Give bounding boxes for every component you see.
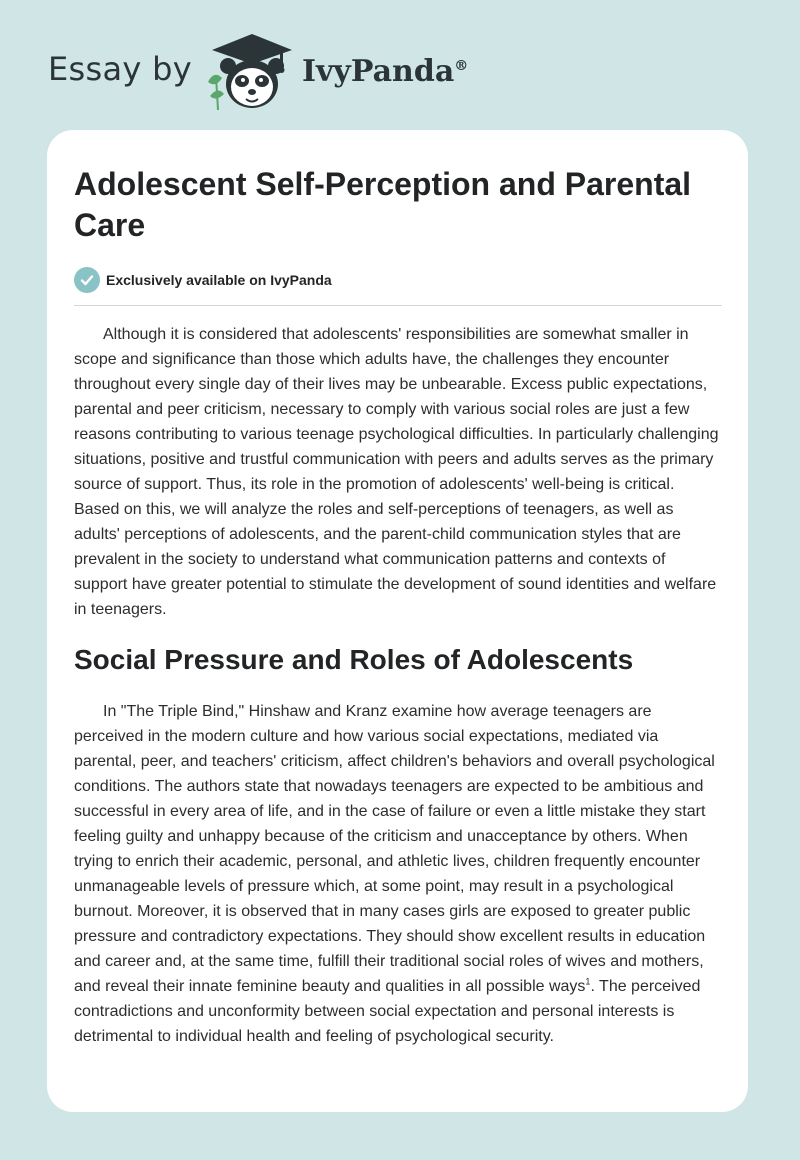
exclusive-label: Exclusively available on IvyPanda <box>106 272 332 288</box>
check-icon <box>74 267 100 293</box>
panda-graduate-logo-icon[interactable] <box>204 30 300 114</box>
section-heading: Social Pressure and Roles of Adolescents <box>74 644 634 675</box>
exclusive-badge <box>74 266 722 294</box>
brand-name[interactable]: IvyPanda® <box>301 53 469 89</box>
essay-card <box>47 130 748 1112</box>
essay-by-label: Essay by <box>48 50 192 88</box>
site-header <box>48 28 468 116</box>
article-title: Adolescent Self-Perception and Parental Care <box>74 166 692 243</box>
intro-paragraph: Although it is considered that adolescents' responsibilities are somewhat smaller in scope and significance than those which adults have, the challenges they encounter throughout every single day of their lives may be unbearable. Excess public expectations, parental and peer criticism, necessary to comply with various social roles are just a few reasons contributing to various teenage psychological difficulties. In particularly challenging situations, positive and trustful communication with peers and adults serves as the primary source of support. Thus, its role in the promotion of adolescents' well-being is critical. Based on this, we will analyze the roles and self-perceptions of teenagers, as well as adults' perceptions of adolescents, and the parent-child communication styles that are prevalent in the society to understand what communication patterns and contexts of support have greater potential to stimulate the development of sound identities and welfare in teenagers. <box>74 326 719 618</box>
divider <box>74 305 722 306</box>
section-paragraph: In "The Triple Bind," Hinshaw and Kranz examine how average teenagers are perceived in the modern culture and how various social expectations, mediated via parental, peer, and teachers' criticism, affect children's behaviors and overall psychological conditions. The authors state that nowadays teenagers are expected to be ambitious and successful in every area of life, and in the case of failure or even a little mistake they start feeling guilty and unhappy because of the criticism and unacceptance by others. When trying to enrich their academic, personal, and athletic lives, children frequently encounter unmanageable levels of pressure which, at some point, may result in a psychological burnout. Moreover, it is observed that in many cases girls are exposed to greater public pressure and contradictory expectations. They should show excellent results in education and career and, at the same time, fulfill their traditional social roles of wives and mothers, and reveal their innate feminine beauty and qualities in all possible ways$^1$. The perceived contradictions and unconformity between social expectation and personal interests is detrimental to individual health and feeling of psychological security. <box>74 703 715 1045</box>
registered-mark: ® <box>454 57 469 74</box>
footnote-ref-link[interactable]: 1 <box>585 976 591 987</box>
